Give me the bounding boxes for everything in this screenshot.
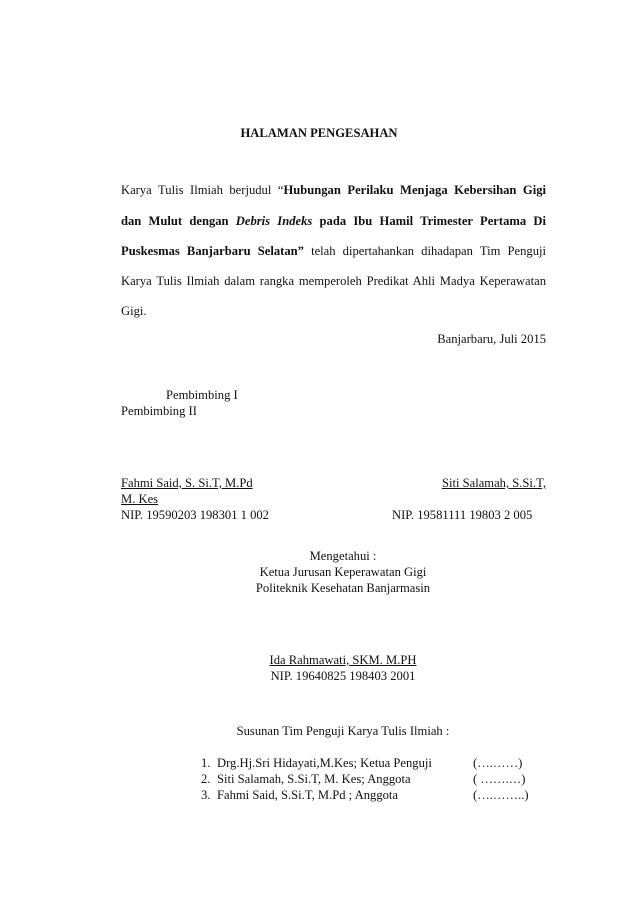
approval-institution: Politeknik Kesehatan Banjarmasin: [255, 581, 431, 595]
approver-name: Ida Rahmawati, SKM. M.PH: [269, 653, 417, 667]
examiner-name: Siti Salamah, S.Si.T, M. Kes; Anggota: [217, 772, 411, 786]
thesis-title-part: Hubungan Perilaku Menjaga Kebersihan Gigi: [283, 183, 546, 197]
statement-line-4: Karya Tulis Ilmiah dalam rangka memperoleh Predikat Ahli Madya Keperawatan: [121, 274, 546, 288]
approver-nip: NIP. 19640825 198403 2001: [270, 669, 416, 683]
thesis-title-part: dan Mulut dengan: [121, 214, 236, 228]
statement-line-2: [121, 214, 546, 229]
advisor-2-name: Siti Salamah, S.Si.T,: [441, 476, 546, 490]
examiner-signature: (….……..): [473, 788, 529, 802]
advisor-1-label: Pembimbing I: [166, 388, 238, 402]
page-title: HALAMAN PENGESAHAN: [240, 126, 398, 140]
statement-line-1: [121, 183, 546, 198]
approval-label: Mengetahui :: [309, 549, 377, 563]
examiner-signature: ( …….…): [473, 772, 526, 786]
advisor-2-label: Pembimbing II: [121, 404, 197, 418]
advisor-2-name-continued: M. Kes: [121, 492, 159, 506]
examiner-name: Drg.Hj.Sri Hidayati,M.Kes; Ketua Penguji: [217, 756, 432, 770]
thesis-title-italic: Debris Indeks: [235, 214, 313, 228]
statement-line-3: [121, 244, 546, 259]
examiner-signature: (….……): [473, 756, 523, 770]
approver-name-wrap: [0, 653, 638, 668]
approval-position: Ketua Jurusan Keperawatan Gigi: [259, 565, 427, 579]
examiner-number: 3.: [201, 788, 211, 802]
thesis-title-part: pada Ibu Hamil Trimester Pertama Di: [312, 214, 546, 228]
statement-text: Karya Tulis Ilmiah berjudul “: [121, 183, 284, 197]
thesis-title-part: Puskesmas Banjarbaru Selatan”: [121, 244, 304, 258]
place-date: Banjarbaru, Juli 2015: [437, 332, 546, 346]
examiner-number: 1.: [201, 756, 211, 770]
advisor-1-nip: NIP. 19590203 198301 1 002: [121, 508, 269, 522]
statement-text: telah dipertahankan dihadapan Tim Penguji: [303, 244, 546, 258]
advisor-2-nip: NIP. 19581111 19803 2 005: [392, 508, 533, 522]
examiners-heading: Susunan Tim Penguji Karya Tulis Ilmiah :: [236, 724, 450, 738]
statement-line-5: Gigi.: [121, 304, 147, 318]
advisor-1-name: Fahmi Said, S. Si.T, M.Pd: [121, 476, 253, 490]
examiner-number: 2.: [201, 772, 211, 786]
examiner-name: Fahmi Said, S.Si.T, M.Pd ; Anggota: [217, 788, 398, 802]
